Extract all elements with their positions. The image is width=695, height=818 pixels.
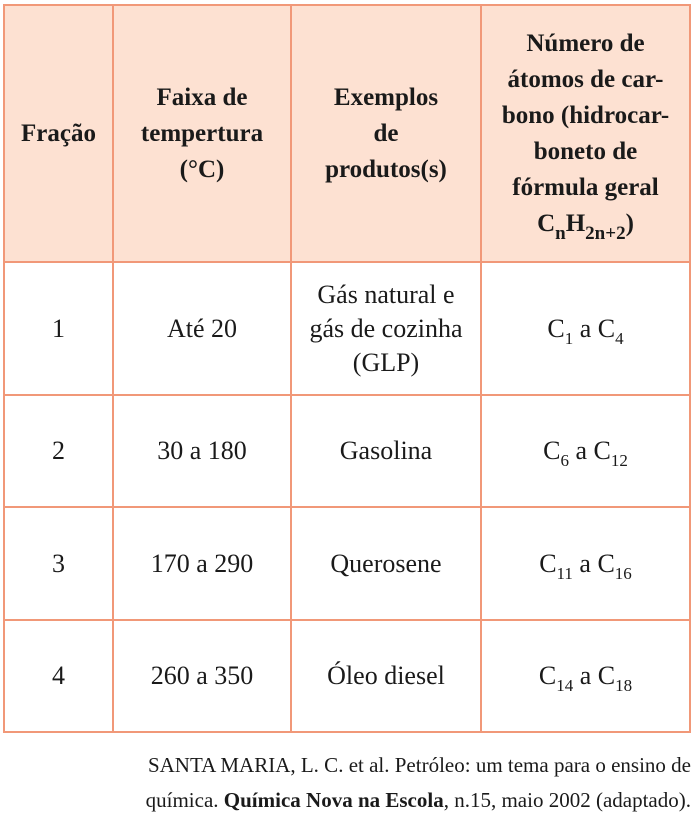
cell-products	[291, 507, 481, 620]
header-carbon-atoms	[481, 5, 690, 262]
cell-temperature: 170 a 290	[113, 507, 291, 620]
carbon-from: C	[538, 661, 557, 690]
cell-carbon-range	[481, 507, 690, 620]
carbon-from-sub: 11	[556, 563, 573, 583]
carbon-range	[539, 548, 632, 583]
citation-prefix: química.	[145, 788, 224, 812]
header-products-line: produtos(s)	[325, 155, 447, 183]
header-temp-line: Faixa de	[156, 83, 248, 111]
cell-fraction: 1	[4, 262, 113, 395]
formula-c-sub: n	[555, 222, 566, 244]
formula-h-sub: 2n+2	[585, 222, 626, 244]
cell-fraction: 2	[4, 395, 113, 507]
formula-c: C	[537, 209, 556, 237]
formula-close-paren: )	[625, 209, 634, 237]
header-temperature-range	[113, 5, 291, 262]
carbon-range	[538, 661, 633, 695]
citation-line-2	[0, 783, 691, 818]
header-temp-line: (°C)	[179, 155, 225, 183]
header-carbon-line: bono (hidrocar-	[501, 101, 670, 129]
carbon-sep: a	[573, 661, 598, 690]
header-carbon-line: Número de	[526, 29, 645, 57]
carbon-to-sub: 4	[615, 328, 624, 348]
cell-fraction: 3	[4, 507, 113, 620]
citation-journal: Química Nova na Escola	[223, 788, 444, 812]
citation-suffix: , n.15, maio 2002 (adaptado).	[443, 788, 691, 812]
carbon-from: C	[539, 548, 557, 578]
carbon-from-sub: 14	[556, 676, 574, 695]
cell-products	[291, 395, 481, 507]
header-temp-line: tempertura	[140, 119, 264, 147]
table-header-row	[4, 5, 690, 262]
header-fraction	[4, 5, 113, 262]
petroleum-fractions-table	[3, 4, 691, 733]
carbon-to-sub: 18	[615, 676, 633, 695]
table-row	[4, 262, 690, 395]
cell-temperature: Até 20	[113, 262, 291, 395]
header-fraction-label: Fração	[21, 119, 96, 147]
carbon-sep: a	[573, 313, 598, 343]
table-row	[4, 620, 690, 732]
general-formula	[537, 209, 634, 244]
table-row	[4, 395, 690, 507]
product-line: Gás natural e	[317, 279, 455, 309]
cell-products	[291, 262, 481, 395]
header-products-line: de	[373, 119, 399, 147]
carbon-sep: a	[568, 436, 594, 465]
carbon-to: C	[597, 661, 616, 690]
carbon-to-sub: 12	[610, 451, 628, 470]
header-carbon-line: boneto de	[533, 137, 638, 165]
cell-products	[291, 620, 481, 732]
carbon-to: C	[597, 548, 615, 578]
formula-h: H	[565, 209, 586, 237]
product-line: Óleo diesel	[327, 661, 445, 690]
carbon-range	[547, 313, 624, 348]
carbon-from-sub: 1	[564, 328, 574, 348]
table-row	[4, 507, 690, 620]
carbon-to: C	[593, 436, 611, 465]
cell-temperature: 260 a 350	[113, 620, 291, 732]
carbon-sep: a	[572, 548, 598, 578]
header-carbon-line: fórmula geral	[512, 173, 659, 201]
header-carbon-line: átomos de car-	[507, 65, 664, 93]
product-line: Gasolina	[339, 436, 433, 465]
cell-carbon-range	[481, 395, 690, 507]
citation-line-1: SANTA MARIA, L. C. et al. Petróleo: um tema para o ensino de	[147, 753, 691, 777]
cell-carbon-range	[481, 262, 690, 395]
carbon-from: C	[543, 436, 561, 465]
product-line: Querosene	[330, 548, 442, 578]
product-line: gás de cozinha	[309, 313, 463, 343]
header-product-examples	[291, 5, 481, 262]
source-citation	[0, 748, 695, 818]
cell-fraction: 4	[4, 620, 113, 732]
carbon-from-sub: 6	[560, 451, 569, 470]
header-products-line: Exemplos	[333, 83, 439, 111]
cell-carbon-range	[481, 620, 690, 732]
carbon-from: C	[547, 313, 565, 343]
carbon-to: C	[597, 313, 616, 343]
carbon-to-sub: 16	[614, 563, 632, 583]
petroleum-fractions-table-container	[3, 4, 689, 733]
carbon-range	[543, 436, 628, 470]
product-line: (GLP)	[352, 347, 420, 377]
cell-temperature: 30 a 180	[113, 395, 291, 507]
